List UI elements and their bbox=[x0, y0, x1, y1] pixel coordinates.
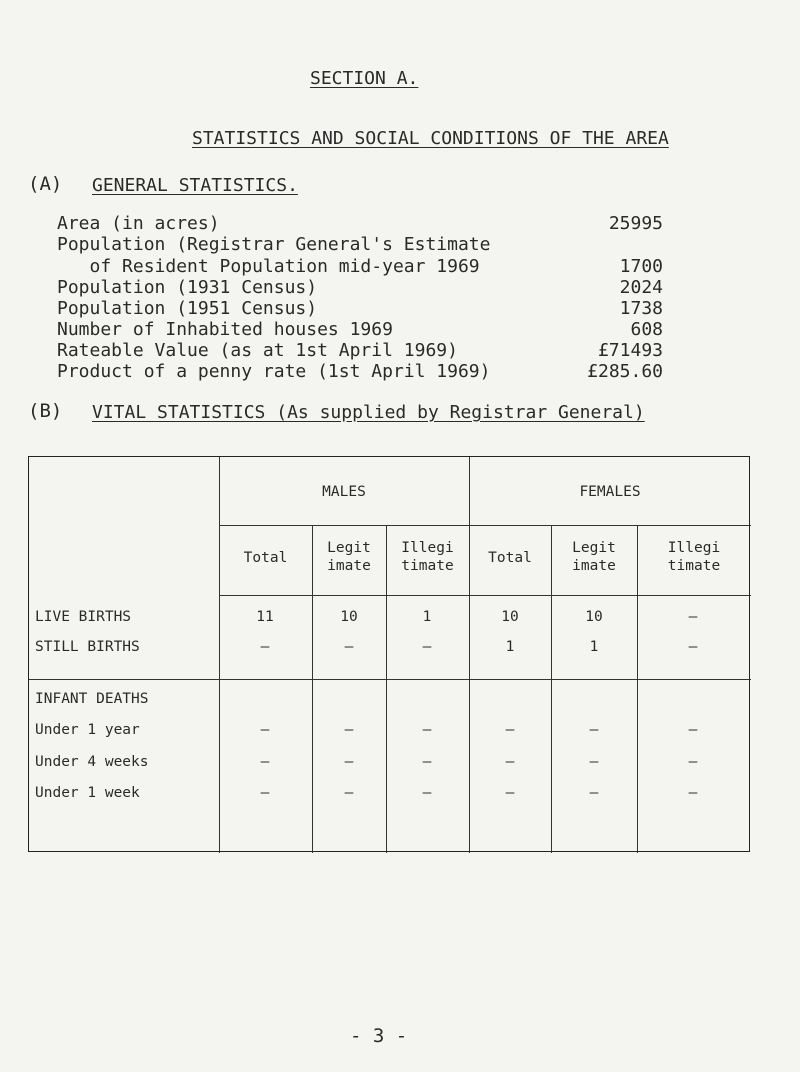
cell-value: – bbox=[344, 722, 354, 738]
stat-label: Population (1951 Census) bbox=[57, 298, 318, 319]
cell-value: – bbox=[688, 722, 698, 738]
cell-value: – bbox=[589, 785, 599, 801]
cell-value: – bbox=[260, 639, 270, 655]
stat-value: 1738 bbox=[619, 298, 663, 319]
cell-value: – bbox=[422, 639, 432, 655]
col-header-females-legitimate: Legit imate bbox=[572, 540, 616, 574]
section-title: SECTION A. bbox=[310, 68, 419, 89]
cell-value: 10 bbox=[501, 609, 519, 625]
stat-value: £285.60 bbox=[587, 361, 663, 382]
cell-value: – bbox=[505, 785, 515, 801]
vital-statistics-table bbox=[28, 456, 750, 852]
stat-value: 25995 bbox=[608, 213, 663, 234]
cell-value: 1 bbox=[422, 609, 432, 625]
col-header-females-illegitimate: Illegi timate bbox=[667, 540, 721, 574]
cell-value: – bbox=[589, 722, 599, 738]
cell-value: – bbox=[344, 785, 354, 801]
infant-deaths-heading: INFANT DEATHS bbox=[35, 691, 149, 707]
cell-value: – bbox=[688, 609, 698, 625]
stat-label: Area (in acres) bbox=[57, 213, 220, 234]
row-divider bbox=[219, 595, 751, 596]
row-label-under-1-week: Under 1 week bbox=[35, 785, 140, 801]
females-header: FEMALES bbox=[579, 484, 641, 500]
stat-label: Rateable Value (as at 1st April 1969) bbox=[57, 340, 458, 361]
stat-value: 2024 bbox=[619, 277, 663, 298]
cell-value: – bbox=[422, 722, 432, 738]
stat-label: Product of a penny rate (1st April 1969) bbox=[57, 361, 491, 382]
cell-value: 1 bbox=[589, 639, 599, 655]
page-number: - 3 - bbox=[350, 1025, 408, 1047]
part-a-marker: (A) bbox=[28, 173, 63, 195]
cell-value: – bbox=[688, 754, 698, 770]
stat-value: £71493 bbox=[597, 340, 663, 361]
col-header-males-illegitimate: Illegi timate bbox=[401, 540, 454, 574]
col-header-males-total: Total bbox=[243, 550, 288, 566]
cell-value: – bbox=[260, 785, 270, 801]
cell-value: – bbox=[505, 722, 515, 738]
stat-label: Number of Inhabited houses 1969 bbox=[57, 319, 393, 340]
row-label-live-births: LIVE BIRTHS bbox=[35, 609, 132, 625]
stat-value: 1700 bbox=[619, 256, 663, 277]
cell-value: – bbox=[260, 754, 270, 770]
cell-value: – bbox=[344, 754, 354, 770]
cell-value: 10 bbox=[585, 609, 603, 625]
cell-value: – bbox=[688, 639, 698, 655]
stat-value: 608 bbox=[630, 319, 663, 340]
stat-label: Population (Registrar General's Estimate bbox=[57, 234, 491, 255]
cell-value: 1 bbox=[505, 639, 515, 655]
col-header-females-total: Total bbox=[488, 550, 532, 566]
column-divider bbox=[469, 457, 470, 853]
col-header-males-legitimate: Legit imate bbox=[327, 540, 371, 574]
row-divider bbox=[29, 679, 751, 680]
stat-label: Population (1931 Census) bbox=[57, 277, 318, 298]
cell-value: – bbox=[688, 785, 698, 801]
cell-value: – bbox=[422, 785, 432, 801]
cell-value: – bbox=[260, 722, 270, 738]
cell-value: – bbox=[505, 754, 515, 770]
part-b-marker: (B) bbox=[28, 400, 63, 422]
part-b-heading: VITAL STATISTICS (As supplied by Registrar General) bbox=[92, 402, 645, 423]
part-a-heading: GENERAL STATISTICS. bbox=[92, 175, 298, 196]
cell-value: – bbox=[344, 639, 354, 655]
column-divider bbox=[219, 457, 220, 853]
cell-value: – bbox=[422, 754, 432, 770]
row-label-under-1-year: Under 1 year bbox=[35, 722, 140, 738]
page-subtitle: STATISTICS AND SOCIAL CONDITIONS OF THE AREA bbox=[192, 128, 669, 149]
row-label-still-births: STILL BIRTHS bbox=[35, 639, 140, 655]
males-header: MALES bbox=[322, 484, 366, 500]
row-label-under-4-weeks: Under 4 weeks bbox=[35, 754, 149, 770]
row-divider bbox=[219, 525, 751, 526]
cell-value: 10 bbox=[340, 609, 358, 625]
cell-value: – bbox=[589, 754, 599, 770]
stat-label: of Resident Population mid-year 1969 bbox=[57, 256, 480, 277]
cell-value: 11 bbox=[256, 609, 274, 625]
